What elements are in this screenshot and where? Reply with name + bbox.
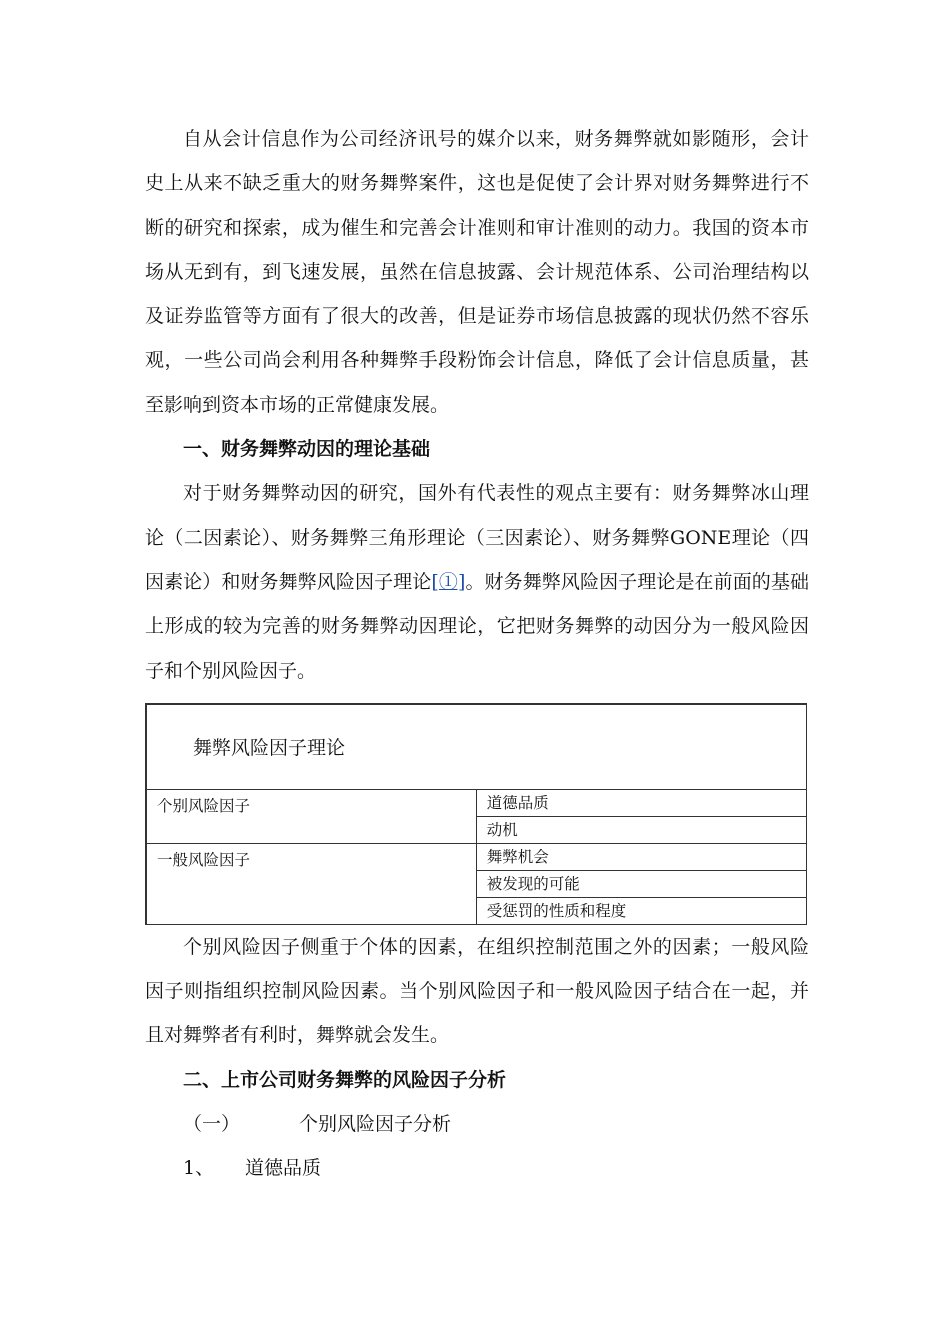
footnote-ref-link[interactable]: [①] — [431, 570, 466, 593]
intro-paragraph: 自从会计信息作为公司经济讯号的媒介以来，财务舞弊就如影随形，会计史上从来不缺乏重大的财务舞弊案件，这也是促使了会计界对财务舞弊进行不断的研究和探索，成为催生和完善会计准则和审计准则的动力。我国的资本市场从无到有，到飞速发展，虽然在信息披露、会计规范体系、公司治理结构以及证券监管等方面有了很大的改善，但是证券市场信息披露的现状仍然不容乐观，一些公司尚会利用各种舞弊手段粉饰会计信息，降低了会计信息质量，甚至影响到资本市场的正常健康发展。 — [145, 128, 809, 416]
item-1-title: 道德品质 — [245, 1157, 322, 1180]
table-item: 舞弊机会 — [476, 843, 806, 870]
subsection-1-title: 个别风险因子分析 — [299, 1113, 452, 1136]
subsection-1-number: （一） — [183, 1113, 241, 1136]
subsection-1 — [145, 1102, 809, 1146]
section-1-text-after-ref: 。财务舞弊风险因子理论是在前面的基础上形成的较为完善的财务舞弊动因理论，它把财务舞弊的动因分为一般风险因子和个别风险因子。 — [145, 570, 809, 682]
section-2-heading: 二、上市公司财务舞弊的风险因子分析 — [183, 1068, 507, 1091]
table-item: 被发现的可能 — [476, 870, 806, 897]
subsection-1-item-1 — [145, 1146, 809, 1190]
table-item: 受惩罚的性质和程度 — [476, 897, 806, 924]
document-page — [145, 117, 809, 1191]
table-item: 动机 — [476, 816, 806, 843]
section-1-paragraph — [145, 471, 809, 692]
table-caption: 舞弊风险因子理论 — [146, 704, 807, 790]
section-1-heading: 一、财务舞弊动因的理论基础 — [183, 438, 431, 461]
item-1-number: 1、 — [183, 1157, 215, 1180]
after-table-paragraph: 个别风险因子侧重于个体的因素，在组织控制范围之外的因素；一般风险因子则指组织控制风险因素。当个别风险因子和一般风险因子结合在一起，并且对舞弊者有利时，舞弊就会发生。 — [145, 935, 809, 1047]
table-group-label: 个别风险因子 — [146, 789, 476, 843]
table-group-label: 一般风险因子 — [146, 843, 476, 924]
table-item: 道德品质 — [476, 789, 806, 816]
section-1-text-before-ref: 对于财务舞弊动因的研究，国外有代表性的观点主要有：财务舞弊冰山理论（二因素论）、财务舞弊三角形理论（三因素论）、财务舞弊GONE理论（四因素论）和财务舞弊风险因子理论 — [145, 482, 809, 593]
risk-factor-table — [145, 703, 807, 925]
